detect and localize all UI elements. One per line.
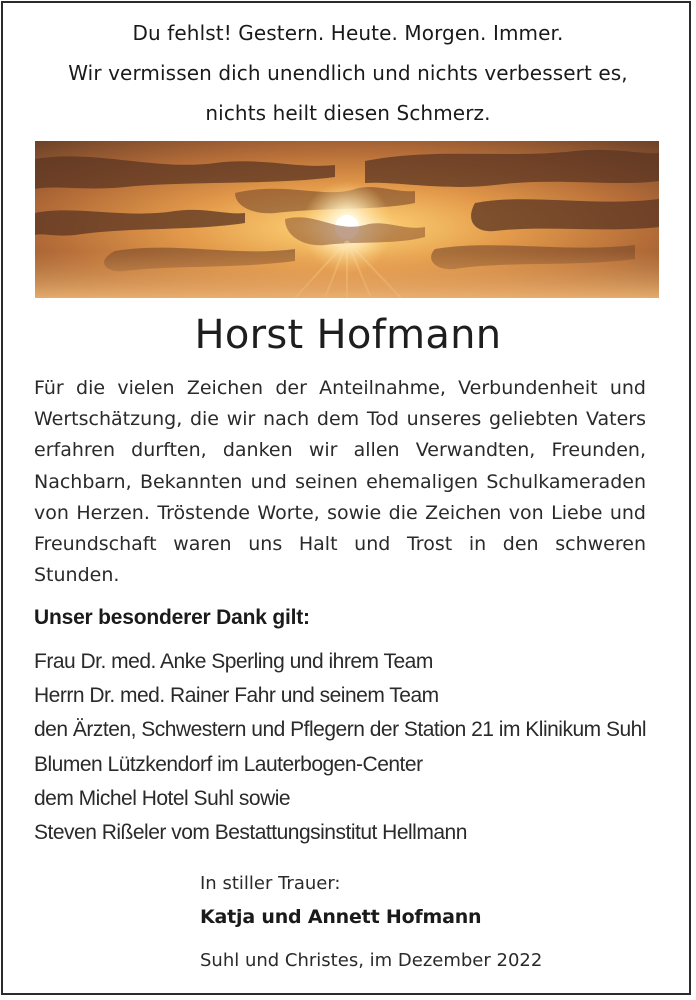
- thanks-list: [34, 645, 646, 850]
- list-item: Blumen Lützkendorf im Lauterbogen-Center: [34, 752, 423, 776]
- list-item: Herrn Dr. med. Rainer Fahr und seinem Team: [34, 684, 439, 708]
- mourner-names: Katja und Annett Hofmann: [200, 906, 482, 928]
- deceased-name: Horst Hofmann: [194, 312, 502, 358]
- thank-you-message: Für die vielen Zeichen der Anteilnahme, Verbundenheit und Wertschätzung, die wir nach dem Tod unseres geliebten Vaters erfahren durften, danken wir allen Verwandten, Freunden, Nachbarn, Bekannten und seinen ehemaligen Schulkameraden von Herzen. Tröstende Worte, sowie die Zeichen von Liebe und Freundschaft waren uns Halt und Trost in den schweren Stunden.: [34, 377, 646, 587]
- motto-line-1: Du fehlst! Gestern. Heute. Morgen. Immer.: [132, 21, 564, 45]
- thanks-heading: Unser besonderer Dank gilt:: [34, 606, 310, 629]
- mourning-label: In stiller Trauer:: [200, 873, 341, 894]
- place-date: Suhl und Christes, im Dezember 2022: [200, 950, 543, 971]
- list-item: den Ärzten, Schwestern und Pflegern der Station 21 im Klinikum Suhl: [34, 718, 647, 742]
- list-item: Frau Dr. med. Anke Sperling und ihrem Team: [34, 650, 433, 673]
- list-item: Steven Rißeler vom Bestattungsinstitut Hellmann: [34, 821, 467, 845]
- motto-line-2: Wir vermissen dich unendlich und nichts verbessert es,: [68, 61, 628, 85]
- list-item: dem Michel Hotel Suhl sowie: [34, 786, 291, 810]
- motto-line-3: nichts heilt diesen Schmerz.: [205, 101, 491, 125]
- sunset-image: [35, 141, 659, 298]
